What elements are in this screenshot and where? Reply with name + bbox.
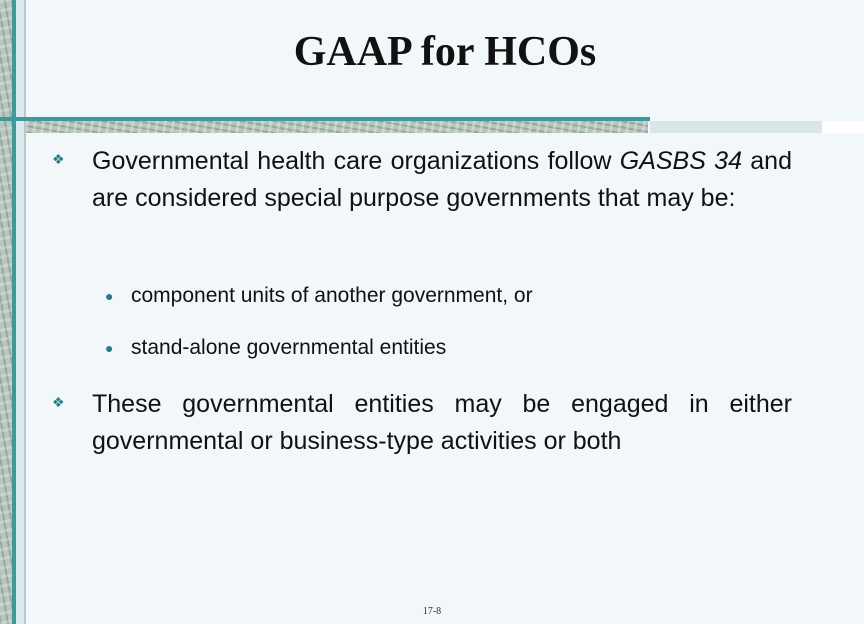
title-divider-end: [822, 121, 864, 133]
title-divider-texture: [26, 121, 648, 133]
dot-bullet-icon: ●: [105, 288, 114, 304]
page-number: 17-8: [422, 606, 442, 617]
bullet-item-2: [52, 386, 792, 460]
bullet-text-italic: GASBS 34: [619, 147, 742, 175]
left-decorative-strip: [0, 0, 12, 624]
title-divider-light: [650, 121, 822, 133]
bullet-item-1: [52, 143, 792, 217]
left-border-line: [24, 0, 26, 624]
sub-bullet-text: stand-alone governmental entities: [131, 336, 447, 359]
sub-bullet-item-2: [105, 335, 755, 361]
sub-bullet-item-1: [105, 283, 755, 309]
sub-bullet-text: component units of another government, or: [131, 284, 533, 307]
bullet-text-part: and are considered special purpose governments that may be:: [92, 147, 792, 212]
dot-bullet-icon: ●: [105, 340, 114, 356]
diamond-bullet-icon: ❖: [52, 394, 65, 410]
bullet-text: [92, 143, 792, 217]
left-light-line: [16, 0, 24, 624]
slide-title: GAAP for HCOs: [293, 29, 597, 75]
bullet-text: These governmental entities may be engaged in either governmental or business-type activities or both: [92, 390, 792, 455]
bullet-text-part: Governmental health care organizations follow: [92, 147, 620, 175]
diamond-bullet-icon: ❖: [52, 151, 65, 167]
